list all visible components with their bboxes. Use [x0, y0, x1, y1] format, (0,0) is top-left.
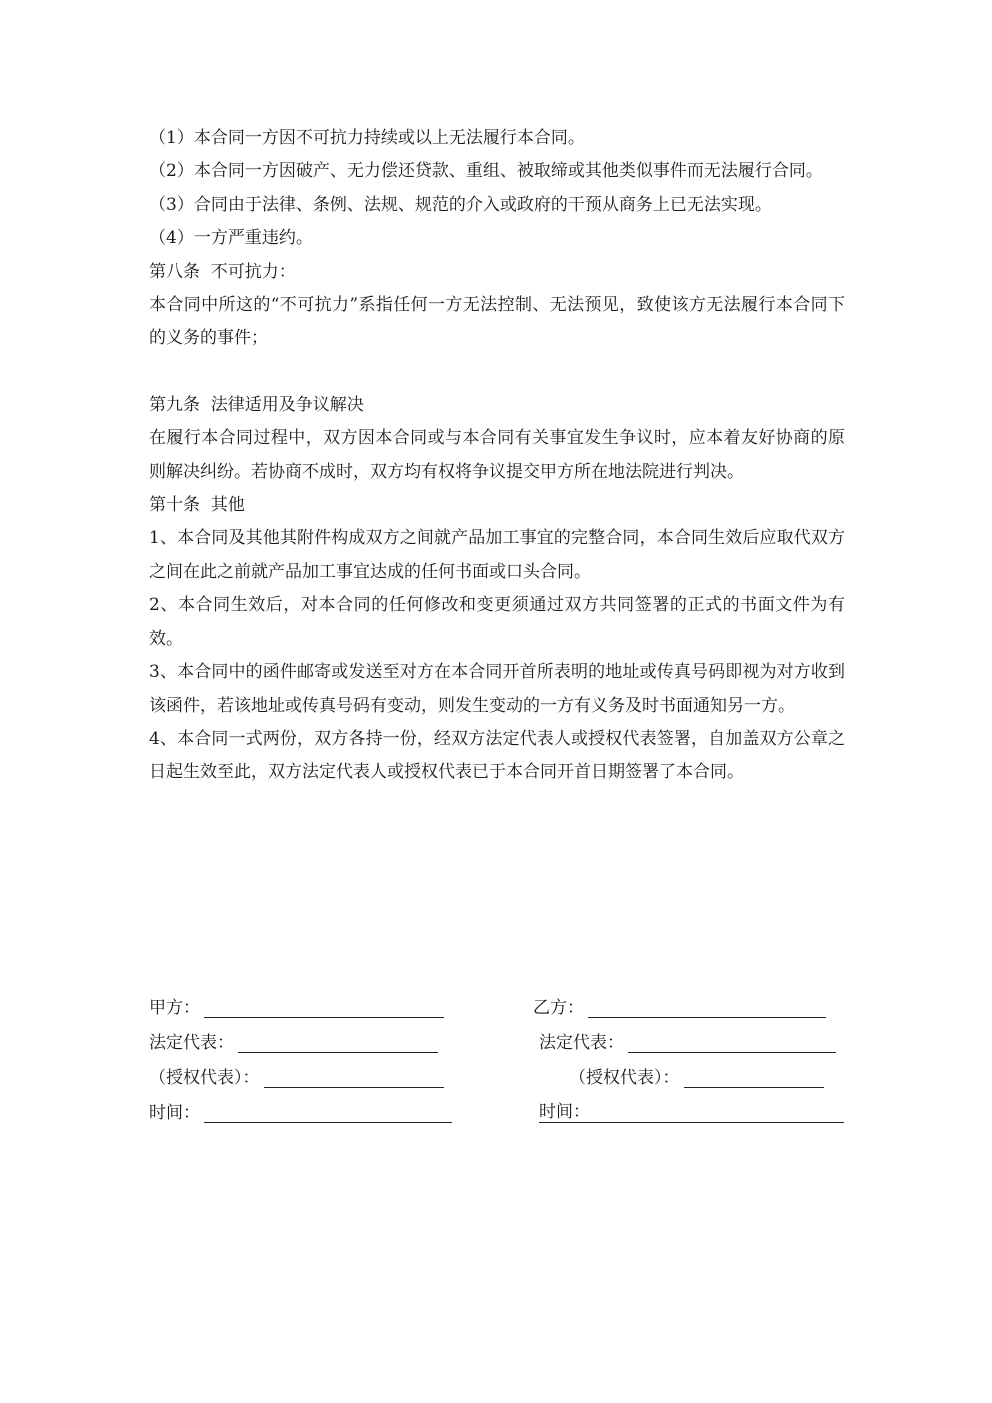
- time-a-field: [149, 1095, 452, 1123]
- clause-item-3: （3）合同由于法律、条例、法规、规范的介入或政府的干预从商务上已无法实现。: [149, 194, 772, 215]
- clause-item-2: （2）本合同一方因破产、无力偿还贷款、重组、被取缔或其他类似事件而无法履行合同。: [149, 161, 823, 182]
- party-a-blank[interactable]: [204, 997, 444, 1018]
- time-b-blank[interactable]: [590, 1102, 844, 1123]
- article-9-text: 在履行本合同过程中，双方因本合同或与本合同有关事宜发生争议时，应本着友好协商的原则解决纠纷。若协商不成时，双方均有权将争议提交甲方所在地法院进行判决。: [149, 428, 845, 482]
- legal-rep-b-label: 法定代表：: [539, 1033, 624, 1053]
- blank-line: [149, 356, 845, 389]
- auth-rep-a-blank[interactable]: [264, 1067, 444, 1088]
- signature-row-time: [149, 1095, 849, 1130]
- legal-rep-a-field: [149, 1025, 438, 1053]
- article-9-heading: 第九条 法律适用及争议解决: [149, 394, 364, 415]
- auth-rep-b-label: （授权代表）：: [569, 1068, 680, 1088]
- article-8-heading: 第八条 不可抗力：: [149, 261, 296, 282]
- auth-rep-a-field: [149, 1060, 444, 1088]
- clause-item-1: （1）本合同一方因不可抗力持续或以上无法履行本合同。: [149, 128, 585, 148]
- time-b-label: 时间：: [539, 1097, 590, 1123]
- legal-rep-a-blank[interactable]: [238, 1032, 438, 1053]
- article-8-text: 本合同中所这的“不可抗力”系指任何一方无法控制、无法预见，致使该方无法履行本合同下的义务的事件；: [149, 295, 845, 349]
- party-b-blank[interactable]: [588, 997, 826, 1018]
- party-b-label: 乙方：: [533, 998, 584, 1018]
- auth-rep-b-field: [569, 1060, 824, 1088]
- article-10-item-4: 4、本合同一式两份，双方各持一份，经双方法定代表人或授权代表签署，自加盖双方公章之日起生效至此，双方法定代表人或授权代表已于本合同开首日期签署了本合同。: [149, 728, 845, 783]
- time-a-blank[interactable]: [204, 1102, 452, 1123]
- signature-row-auth-rep: [149, 1060, 849, 1095]
- signature-row-party: [149, 990, 849, 1025]
- contract-body: [149, 122, 845, 790]
- party-a-field: [149, 990, 444, 1018]
- signature-block: [149, 990, 849, 1130]
- time-a-label: 时间：: [149, 1103, 200, 1123]
- legal-rep-b-field: [539, 1025, 836, 1053]
- legal-rep-b-blank[interactable]: [628, 1032, 836, 1053]
- auth-rep-b-blank[interactable]: [684, 1067, 824, 1088]
- party-a-label: 甲方：: [149, 998, 200, 1018]
- article-10-item-3: 3、本合同中的函件邮寄或发送至对方在本合同开首所表明的地址或传真号码即视为对方收到该函件，若该地址或传真号码有变动，则发生变动的一方有义务及时书面通知另一方。: [149, 662, 845, 716]
- legal-rep-a-label: 法定代表：: [149, 1033, 234, 1053]
- clause-item-4: （4）一方严重违约。: [149, 228, 313, 249]
- article-10-heading: 第十条 其他: [149, 495, 245, 516]
- auth-rep-a-label: （授权代表）：: [149, 1068, 260, 1088]
- party-b-field: [533, 990, 826, 1018]
- signature-row-legal-rep: [149, 1025, 849, 1060]
- article-10-item-2: 2、本合同生效后，对本合同的任何修改和变更须通过双方共同签署的正式的书面文件为有效。: [149, 595, 845, 649]
- article-10-item-1: 1、本合同及其他其附件构成双方之间就产品加工事宜的完整合同，本合同生效后应取代双方之间在此之前就产品加工事宜达成的任何书面或口头合同。: [149, 528, 845, 582]
- time-b-field: [539, 1095, 844, 1123]
